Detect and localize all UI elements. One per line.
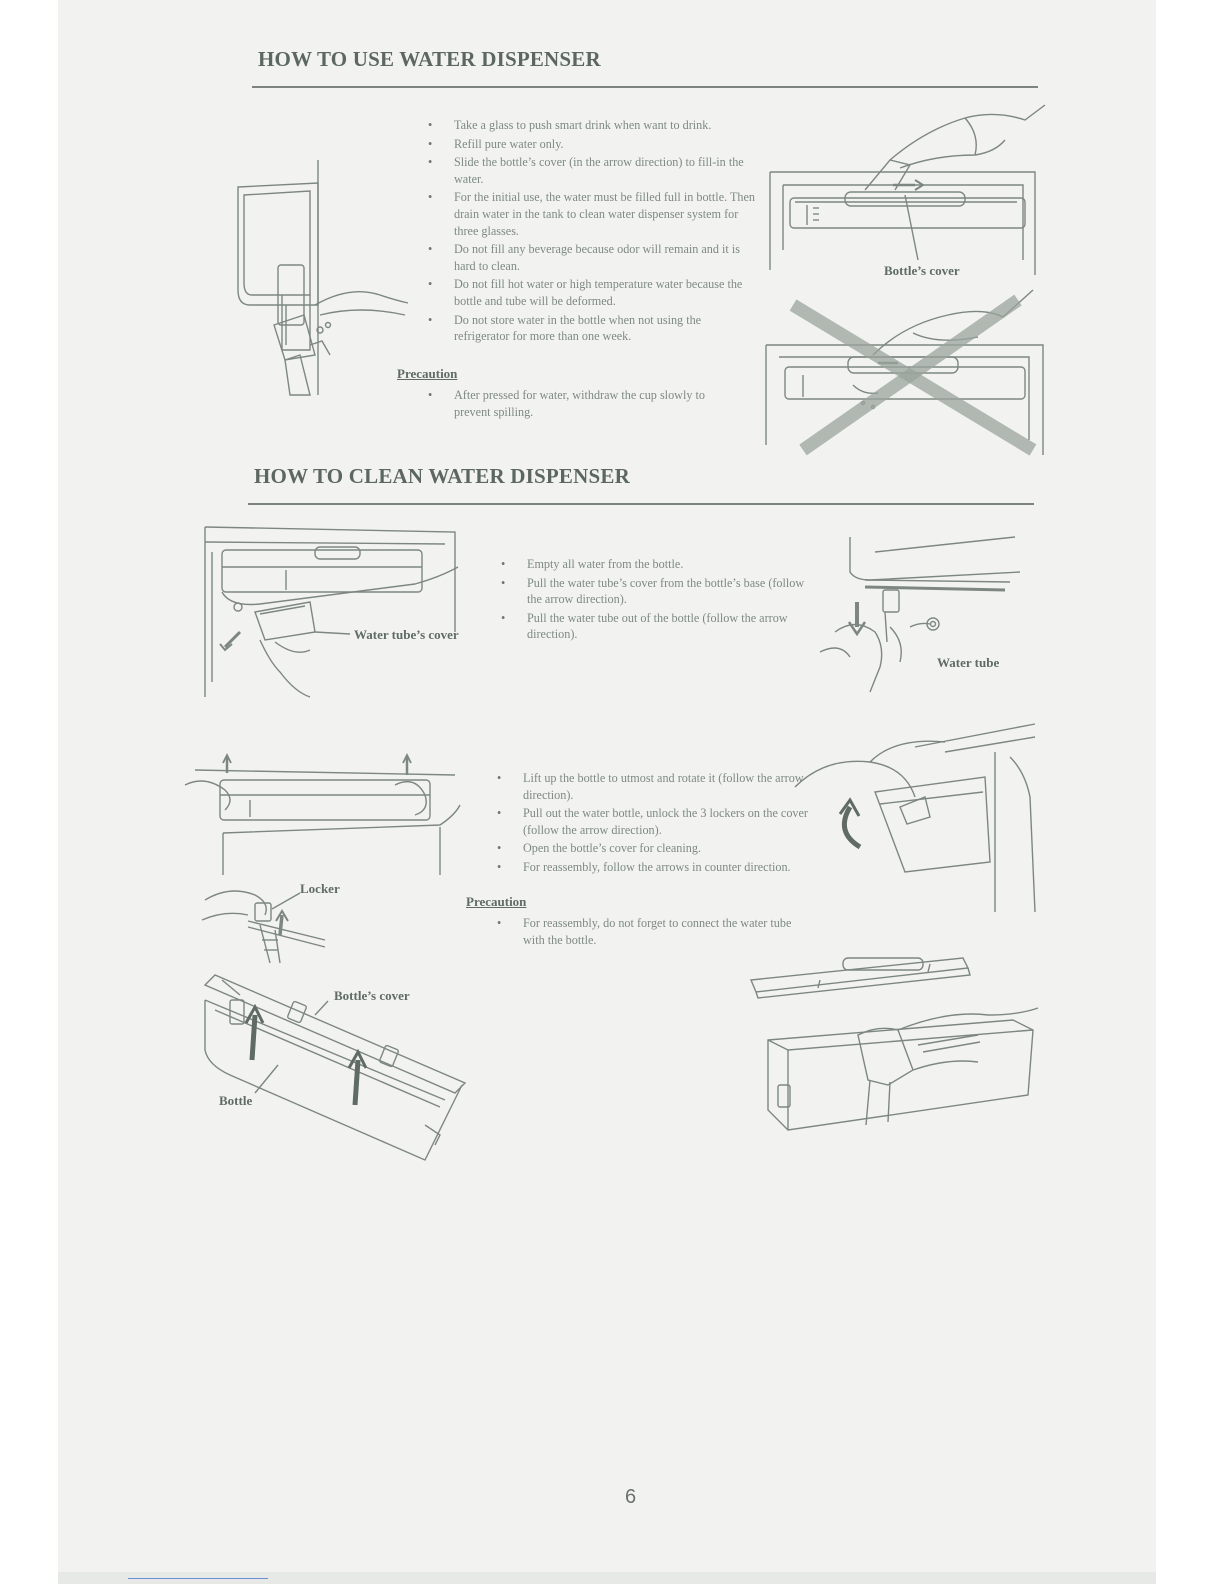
rotate-bottle-illustration xyxy=(795,722,1040,917)
dispenser-glass-illustration xyxy=(230,155,410,400)
clean-precaution-list xyxy=(495,915,805,950)
bottle-cover-slide-illustration xyxy=(765,100,1045,285)
use-bullet: • Do not fill any beverage because odor will remain and it is hard to clean. xyxy=(426,241,756,274)
clean-precaution-label: Precaution xyxy=(466,894,527,909)
lift-bottle-illustration xyxy=(185,755,465,890)
locker-illustration xyxy=(200,885,330,965)
use-bullet: • Do not fill hot water or high temperature water because the bottle and tube will be deformed. xyxy=(426,276,756,309)
bottle-callout: Bottle xyxy=(219,1093,253,1108)
water-tube-callout: Water tube xyxy=(937,655,1000,670)
use-precaution-list xyxy=(426,387,726,422)
bottles-cover-callout: Bottle’s cover xyxy=(884,263,960,278)
use-bullet-list xyxy=(426,117,756,347)
locker-callout: Locker xyxy=(300,881,340,896)
clean-bullet-list-b xyxy=(495,770,813,878)
use-bullet: • Do not store water in the bottle when not using the refrigerator for more than one week. xyxy=(426,312,756,345)
use-bullet: • Slide the bottle’s cover (in the arrow direction) to fill-in the water. xyxy=(426,154,756,187)
use-section-title: HOW TO USE WATER DISPENSER xyxy=(258,47,601,71)
clean-bullet: • Pull the water tube’s cover from the bottle’s base (follow the arrow direction). xyxy=(499,575,811,608)
water-tube-cover-illustration xyxy=(200,522,465,702)
use-section-rule xyxy=(252,86,1038,88)
clean-section-rule xyxy=(248,503,1034,505)
clean-bullet: • Lift up the bottle to utmost and rotate it (follow the arrow direction). xyxy=(495,770,813,803)
clean-bullet-list-a xyxy=(499,556,811,645)
incorrect-method-illustration xyxy=(763,285,1048,460)
use-bullet: • For the initial use, the water must be filled full in bottle. Then drain water in the tank to clean water dispenser system for three glasses. xyxy=(426,189,756,239)
clean-bullet: • For reassembly, follow the arrows in counter direction. xyxy=(495,859,813,876)
clean-bullet: • Pull out the water bottle, unlock the 3 lockers on the cover (follow the arrow direction). xyxy=(495,805,813,838)
clean-section-title: HOW TO CLEAN WATER DISPENSER xyxy=(254,464,630,488)
scan-link-line xyxy=(128,1578,268,1579)
clean-bullet: • Open the bottle’s cover for cleaning. xyxy=(495,840,813,857)
clean-bullet: • Pull the water tube out of the bottle (follow the arrow direction). xyxy=(499,610,811,643)
cleaning-bottle-illustration xyxy=(748,950,1040,1140)
clean-bullet: • Empty all water from the bottle. xyxy=(499,556,811,573)
use-precaution-label: Precaution xyxy=(397,366,458,381)
page-number: 6 xyxy=(625,1486,637,1508)
water-tubes-cover-callout: Water tube’s cover xyxy=(354,627,459,642)
bottles-cover-callout-2: Bottle’s cover xyxy=(334,988,410,1003)
use-bullet: • Refill pure water only. xyxy=(426,136,756,153)
use-bullet: • Take a glass to push smart drink when want to drink. xyxy=(426,117,756,134)
clean-precaution-bullet: • For reassembly, do not forget to connect the water tube with the bottle. xyxy=(495,915,805,948)
use-precaution-bullet: • After pressed for water, withdraw the cup slowly to prevent spilling. xyxy=(426,387,726,420)
